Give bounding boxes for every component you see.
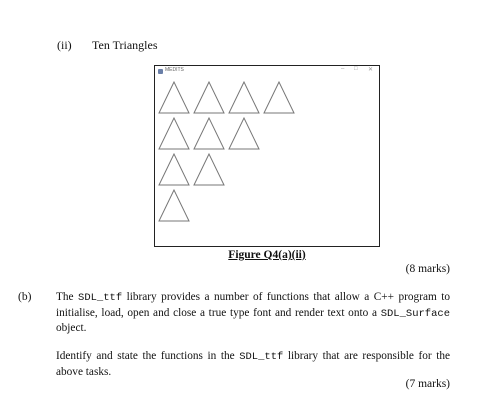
part-a-marks: (8 marks): [405, 263, 450, 275]
minimize-icon[interactable]: –: [341, 66, 345, 72]
part-b-paragraph-2: [56, 349, 450, 379]
part-b-marks: (7 marks): [405, 378, 450, 390]
part-b-number: (b): [18, 291, 32, 303]
part-b-paragraph-1: [56, 290, 450, 336]
p1-text-b: library provides a number of functions that allow a C++ program to initialise, load, open and close a true type font and render text onto a: [56, 291, 450, 319]
window-title: MEDITS: [165, 67, 184, 73]
triangle-r2-c1: [159, 118, 189, 149]
close-icon[interactable]: ✕: [368, 67, 374, 73]
p1-text-c: object.: [56, 322, 87, 334]
maximize-icon[interactable]: □: [354, 66, 358, 72]
figure-caption: Figure Q4(a)(ii): [228, 249, 306, 261]
triangle-r1-c1: [159, 82, 189, 113]
figure-window: [154, 65, 380, 247]
p2-code-sdl-ttf: SDL_ttf: [239, 351, 284, 363]
triangle-r3-c2: [194, 154, 224, 185]
p1-code-sdl-ttf: SDL_ttf: [78, 292, 123, 304]
triangle-r4-c1: [159, 190, 189, 221]
triangle-r2-c2: [194, 118, 224, 149]
p1-code-sdl-surface: SDL_Surface: [380, 307, 450, 320]
triangle-r2-c3: [229, 118, 259, 149]
part-ii-title: Ten Triangles: [92, 38, 158, 52]
p2-text-b: library that are responsible for the above tasks.: [56, 350, 450, 378]
triangle-canvas: [155, 66, 379, 246]
triangle-r1-c4: [264, 82, 294, 113]
triangle-r3-c1: [159, 154, 189, 185]
part-ii-number: (ii): [57, 38, 72, 52]
triangle-r1-c2: [194, 82, 224, 113]
p2-text-a: Identify and state the functions in the: [56, 350, 240, 362]
p1-text-a: The: [56, 291, 79, 303]
triangle-r1-c3: [229, 82, 259, 113]
